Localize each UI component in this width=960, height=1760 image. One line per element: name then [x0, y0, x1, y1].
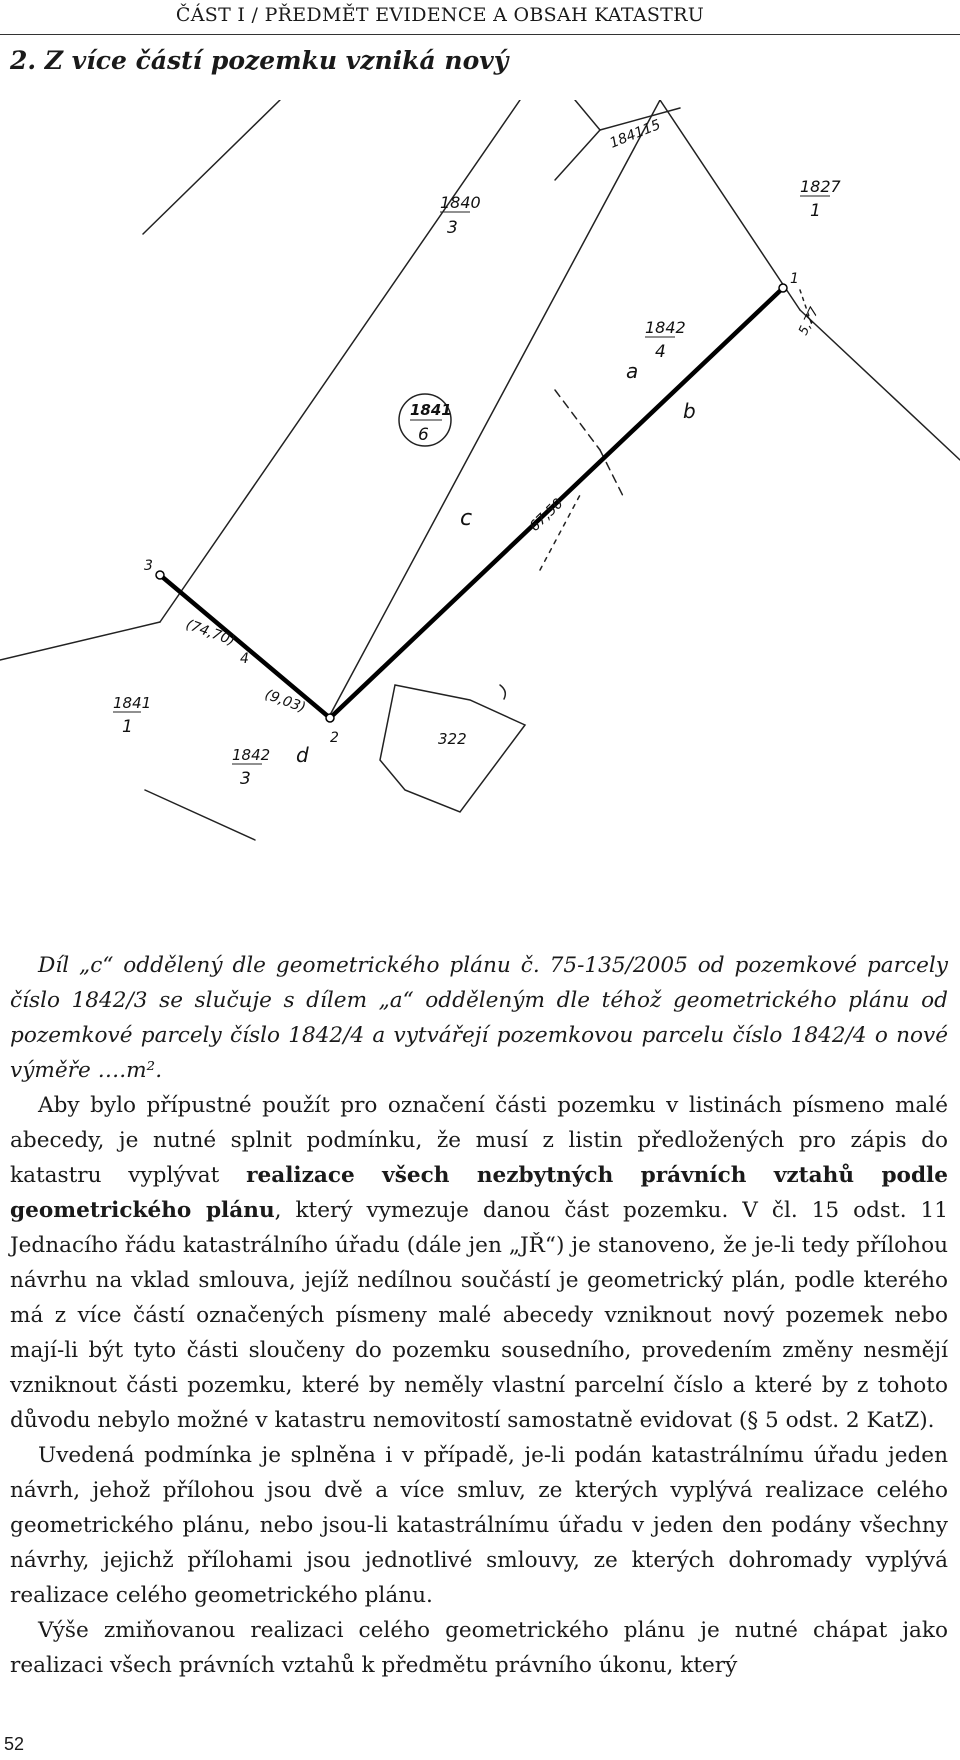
building-322-outline — [380, 685, 525, 812]
parcel-1841-1-edge — [0, 622, 160, 660]
division-dash-a — [555, 390, 600, 450]
point-1-marker — [779, 284, 787, 292]
paragraph-2-start: Aby bylo přípustné použít pro označení části pozemku v listinách písmeno malé abecedy, je nutné splnit podmínku, že musí z listin předložených pro zápis do katastru vyplývat — [10, 1093, 948, 1188]
point-label-3: 3 — [144, 558, 153, 574]
paragraph-3: Uvedená podmínka je splněna i v případě, je-li podán katastrálnímu úřadu jeden návrh, jehož přílohou jsou dvě a více smluv, ze kterých vyplývá realizace celého geometrického plánu, nebo jsou-li katastrálnímu úřadu v jeden den podány všechny návrhy, jejichž přílohami jsou jednotlivé smlouvy, ze kterých dohromady vyplývá realizace celého geometrického plánu. — [10, 1443, 948, 1608]
paragraph-4: Výše zmiňovanou realizaci celého geometrického plánu je nutné chápat jako realizaci všech právních vztahů k předmětu právního úkonu, který — [10, 1618, 948, 1678]
parcel-184115-lower — [555, 130, 600, 180]
measurement-9-03: (9,03) — [262, 686, 308, 717]
parcel-label-1840: 1840 — [440, 193, 481, 212]
point-3-marker — [156, 571, 164, 579]
measurement-67-50: 67,50 — [526, 495, 567, 535]
parcel-part-1841-1: 1 — [122, 717, 133, 737]
plan-drawing — [0, 100, 960, 940]
strip-left-edge — [160, 100, 520, 622]
measurement-74-70: (74,70) — [183, 616, 238, 650]
parcel-label-1841-6: 1841 — [410, 401, 452, 419]
measurement-5-77: 5,77 — [796, 305, 823, 338]
new-boundary-3-2 — [160, 575, 330, 718]
point-2-marker — [326, 714, 334, 722]
part-letter-a: a — [626, 359, 639, 383]
parcel-1840-edge — [143, 100, 280, 234]
geometric-plan — [0, 100, 960, 940]
parcel-184115-edge — [575, 100, 600, 130]
header-rule — [0, 34, 960, 35]
parcel-part-1841-6: 6 — [418, 425, 429, 445]
parcel-part-1842-3: 3 — [240, 769, 251, 789]
parcel-label-1842-4: 1842 — [645, 318, 686, 337]
paragraph-2 — [10, 1088, 948, 1438]
parcel-label-184115: 184115 — [607, 116, 664, 152]
paragraph-2-end: , který vymezuje danou část pozemku. V čl. 15 odst. 11 Jednacího řádu katastrálního úřadu (dále jen „JŘ“) je stanoveno, že je-li tedy přílohou návrhu na vklad smlouva, jejíž nedílnou součástí je geometrický plán, podle kterého má z více částí označených písmeny malé abecedy vzniknout nový pozemek nebo mají-li být tyto části sloučeny do pozemku sousedního, provedením změny nesmějí vzniknout části pozemku, které by neměly vlastní parcelní číslo a které by z tohoto důvodu nebylo možné v katastru nemovitostí samostatně evidovat (§ 5 odst. 2 KatZ). — [10, 1198, 948, 1433]
part-letter-d: d — [296, 743, 309, 767]
strip-right-edge — [330, 100, 660, 715]
parcel-part-1827: 1 — [810, 201, 821, 221]
point-label-1: 1 — [790, 271, 799, 287]
parcel-1842-4-right-edge — [800, 310, 960, 460]
part-letter-b: b — [683, 399, 696, 423]
running-head: ČÁST I / PŘEDMĚT EVIDENCE A OBSAH KATASTRU — [175, 4, 705, 26]
parcel-part-1842-4: 4 — [655, 342, 666, 362]
paragraph-2-emphasis: realizace všech nezbytných právních vztahů podle geometrického plánu — [10, 1163, 948, 1223]
point-label-2: 2 — [330, 730, 339, 746]
point-label-4: 4 — [240, 651, 249, 667]
building-connector — [500, 685, 505, 699]
building-number: 322 — [438, 730, 467, 748]
plan-caption-paragraph: Díl „c“ oddělený dle geometrického plánu č. 75-135/2005 od pozemkové parcely číslo 1842/3 se slučuje s dílem „a“ odděleným dle téhož geometrického plánu od pozemkové parcely číslo 1842/4 a vytvářejí pozemkovou parcelu číslo 1842/4 o nové výměře ….m². — [10, 953, 948, 1083]
page-number: 52 — [4, 1734, 25, 1754]
section-heading: 2. Z více částí pozemku vzniká nový — [10, 46, 509, 75]
parcel-label-1842-3: 1842 — [232, 746, 271, 764]
body-text — [10, 948, 948, 1683]
part-letter-c: c — [460, 506, 473, 531]
parcel-label-1841-1: 1841 — [113, 694, 152, 712]
parcel-label-1827: 1827 — [800, 177, 841, 196]
parcel-1842-4-top-edge — [660, 100, 800, 310]
parcel-part-1840: 3 — [447, 218, 458, 238]
parcel-1842-3-edge — [145, 790, 255, 840]
